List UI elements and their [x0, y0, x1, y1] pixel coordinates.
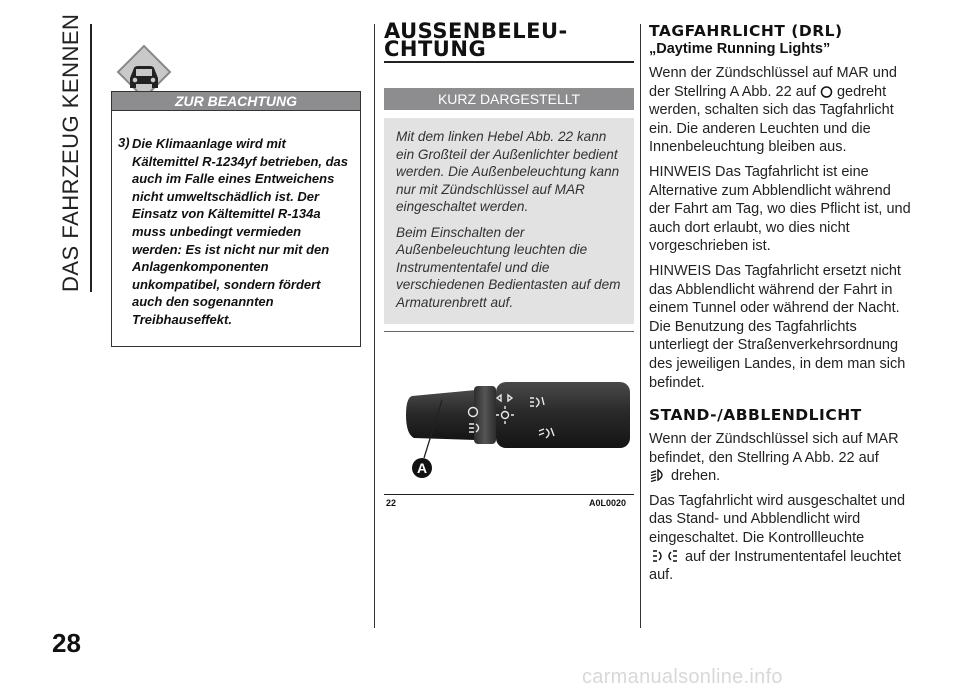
drl-subheading: „Daytime Running Lights”: [649, 41, 831, 57]
position-lights-indicator-icon: [649, 548, 681, 564]
warning-number: 3): [118, 135, 130, 150]
drl-icon: [820, 85, 833, 99]
summary-header: KURZ DARGESTELLT: [384, 88, 634, 110]
column-divider: [640, 24, 641, 628]
section-heading-line1: AUSSENBELEU-: [384, 19, 568, 43]
summary-box: [384, 118, 634, 324]
lowbeam-heading: STAND-/ABBLENDLICHT: [649, 406, 862, 425]
drl-paragraph-3: HINWEIS Das Tagfahrlicht ersetzt nicht das Abblendlicht während der Fahrt in einem Tunnel oder während der Nacht. Die Benutzung des Tagfahrlichts unterliegt der Straßenverkehrsordnung des jeweiligen Landes, in dem man sich befindet.: [649, 262, 906, 391]
drl-paragraph-2: HINWEIS Das Tagfahrlicht ist eine Alternative zum Abblendlicht während der Fahrt am Tag, wo dies Pflicht ist, und auch dort erlaubt, wo dies nicht vorgeschrieben ist.: [649, 163, 911, 255]
lowbeam-icon: [649, 467, 667, 483]
figure-top-rule: [384, 331, 634, 332]
lowbeam-paragraph-1-b: drehen.: [671, 468, 721, 485]
side-title-rule: [90, 24, 92, 292]
watermark: carmanualsonline.info: [582, 666, 783, 688]
warning-text: Die Klimaanlage wird mit Kältemittel R-1234yf betrieben, das auch im Falle eines Entweichens nicht umweltschädlich ist. Der Einsatz von Kältemittel R-134a muss unbedingt vermieden werden: Es ist nicht nur mit den Anlagenkomponenten unkompatibel, sondern fördert auch den sogenannten Treibhauseffekt.: [132, 136, 349, 327]
lowbeam-paragraph-2-a: Das Tagfahrlicht wird ausgeschaltet und das Stand- und Abblendlicht wird eingeschaltet. Die Kontrollleuchte: [649, 492, 906, 547]
lowbeam-paragraph-2: [649, 492, 911, 585]
lowbeam-paragraph-1-a: Wenn der Zündschlüssel sich auf MAR befindet, den Stellring A Abb. 22 auf: [649, 431, 899, 466]
lever-ring-a: [474, 386, 496, 444]
right-column: [649, 22, 911, 591]
side-title-text: DAS FAHRZEUG KENNEN: [58, 13, 83, 292]
summary-paragraph-1: Mit dem linken Hebel Abb. 22 kann ein Großteil der Außenlichter bedient werden. Die Außenbeleuchtung kann nur mit Zündschlüssel auf MAR eingeschaltet werden.: [396, 129, 620, 214]
lowbeam-paragraph-1: [649, 430, 911, 486]
callout-a-label: A: [416, 460, 428, 476]
drl-paragraph-1: [649, 64, 911, 157]
heading-rule: [384, 61, 634, 63]
summary-paragraph-2: Beim Einschalten der Außenbeleuchtung leuchten die Instrumententafel und die verschiedenen Bedientasten auf dem Armaturenbrett auf.: [396, 224, 621, 310]
warning-header: ZUR BEACHTUNG: [111, 91, 361, 111]
column-divider: [374, 24, 375, 628]
light-lever-figure: [384, 340, 634, 492]
figure-bottom-rule: [384, 494, 634, 495]
drl-heading: TAGFAHRLICHT (DRL): [649, 22, 843, 40]
drl-paragraph-1-b: gedreht werden, schalten sich das Tagfahrlicht ein. Die anderen Leuchten und die Innenbeleuchtung bleiben aus.: [649, 83, 894, 156]
section-heading-line2: CHTUNG: [384, 37, 487, 61]
page-number: 28: [52, 628, 81, 658]
drl-paragraph-1-a: Wenn der Zündschlüssel auf MAR und der Stellring A Abb. 22 auf: [649, 65, 897, 100]
figure-code: A0L0020: [589, 498, 627, 508]
section-side-title: [56, 13, 96, 292]
lowbeam-paragraph-2-b: auf der Instrumententafel leuchtet auf.: [649, 548, 902, 584]
figure-number: 22: [386, 498, 397, 508]
warning-box: [111, 111, 361, 347]
section-heading: [384, 19, 634, 61]
